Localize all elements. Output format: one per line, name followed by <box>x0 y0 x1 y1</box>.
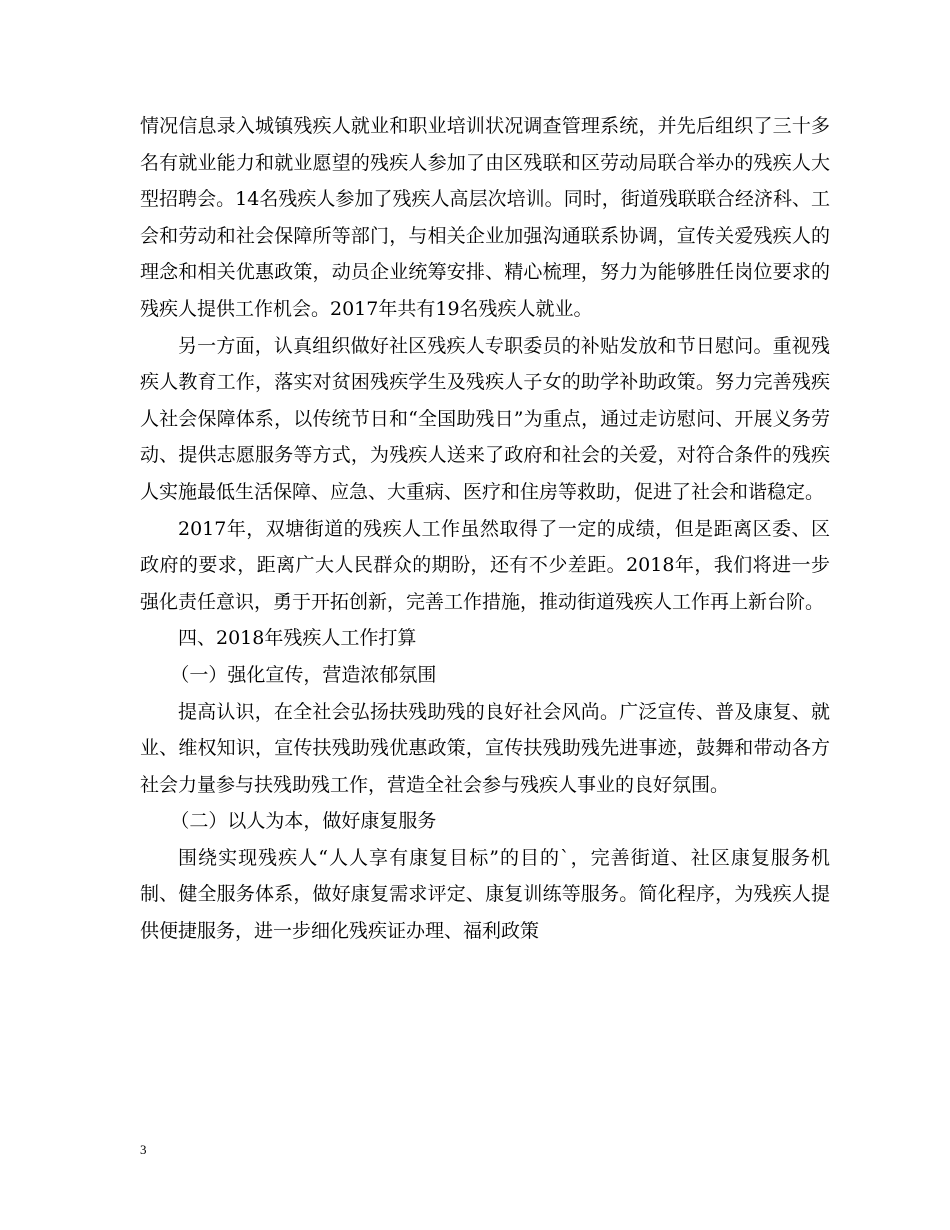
section-heading-2018-plan: 四、2018年残疾人工作打算 <box>178 627 417 650</box>
paragraph-welfare-support: 另一方面，认真组织做好社区残疾人专职委员的补贴发放和节日慰问。重视残疾人教育工作，落实对贫困残疾学生及残疾人子女的助学补助政策。努力完善残疾人社会保障体系，以传统节日和“全国助残日”为重点，通过走访慰问、开展义务劳动、提供志愿服务等方式，为残疾人送来了政府和社会的关爱，对符合条件的残疾人实施最低生活保障、应急、大重病、医疗和住房等救助，促进了社会和谐稳定。 <box>140 334 830 503</box>
paragraph-2017-summary: 2017年，双塘街道的残疾人工作虽然取得了一定的成绩，但是距离区委、区政府的要求，距离广大人民群众的期盼，还有不少差距。2018年，我们将进一步强化责任意识，勇于开拓创新，完善工作措施，推动街道残疾人工作再上新台阶。 <box>140 517 830 613</box>
paragraph-employment-continuation: 情况信息录入城镇残疾人就业和职业培训状况调查管理系统，并先后组织了三十多名有就业能力和就业愿望的残疾人参加了由区残联和区劳动局联合举办的残疾人大型招聘会。14名残疾人参加了残疾人高层次培训。同时，街道残联联合经济科、工会和劳动和社会保障所等部门，与相关企业加强沟通联系协调，宣传关爱残疾人的理念和相关优惠政策，动员企业统筹安排、精心梳理，努力为能够胜任岗位要求的残疾人提供工作机会。2017年共有19名残疾人就业。 <box>140 115 830 320</box>
document-body <box>140 108 830 950</box>
paragraph-publicity: 提高认识，在全社会弘扬扶残助残的良好社会风尚。广泛宣传、普及康复、就业、维权知识，宣传扶残助残优惠政策，宣传扶残助残先进事迹，鼓舞和带动各方社会力量参与扶残助残工作，营造全社会参与残疾人事业的良好氛围。 <box>140 700 830 796</box>
subheading-publicity: （一）强化宣传，营造浓郁氛围 <box>170 663 437 686</box>
paragraph-rehabilitation: 围绕实现残疾人“人人享有康复目标”的目的`，完善街道、社区康复服务机制、健全服务体系，做好康复需求评定、康复训练等服务。简化程序，为残疾人提供便捷服务，进一步细化残疾证办理、福利政策 <box>140 846 830 943</box>
page-number: 3 <box>140 1142 147 1157</box>
subheading-rehabilitation: （二）以人为本，做好康复服务 <box>170 810 437 833</box>
